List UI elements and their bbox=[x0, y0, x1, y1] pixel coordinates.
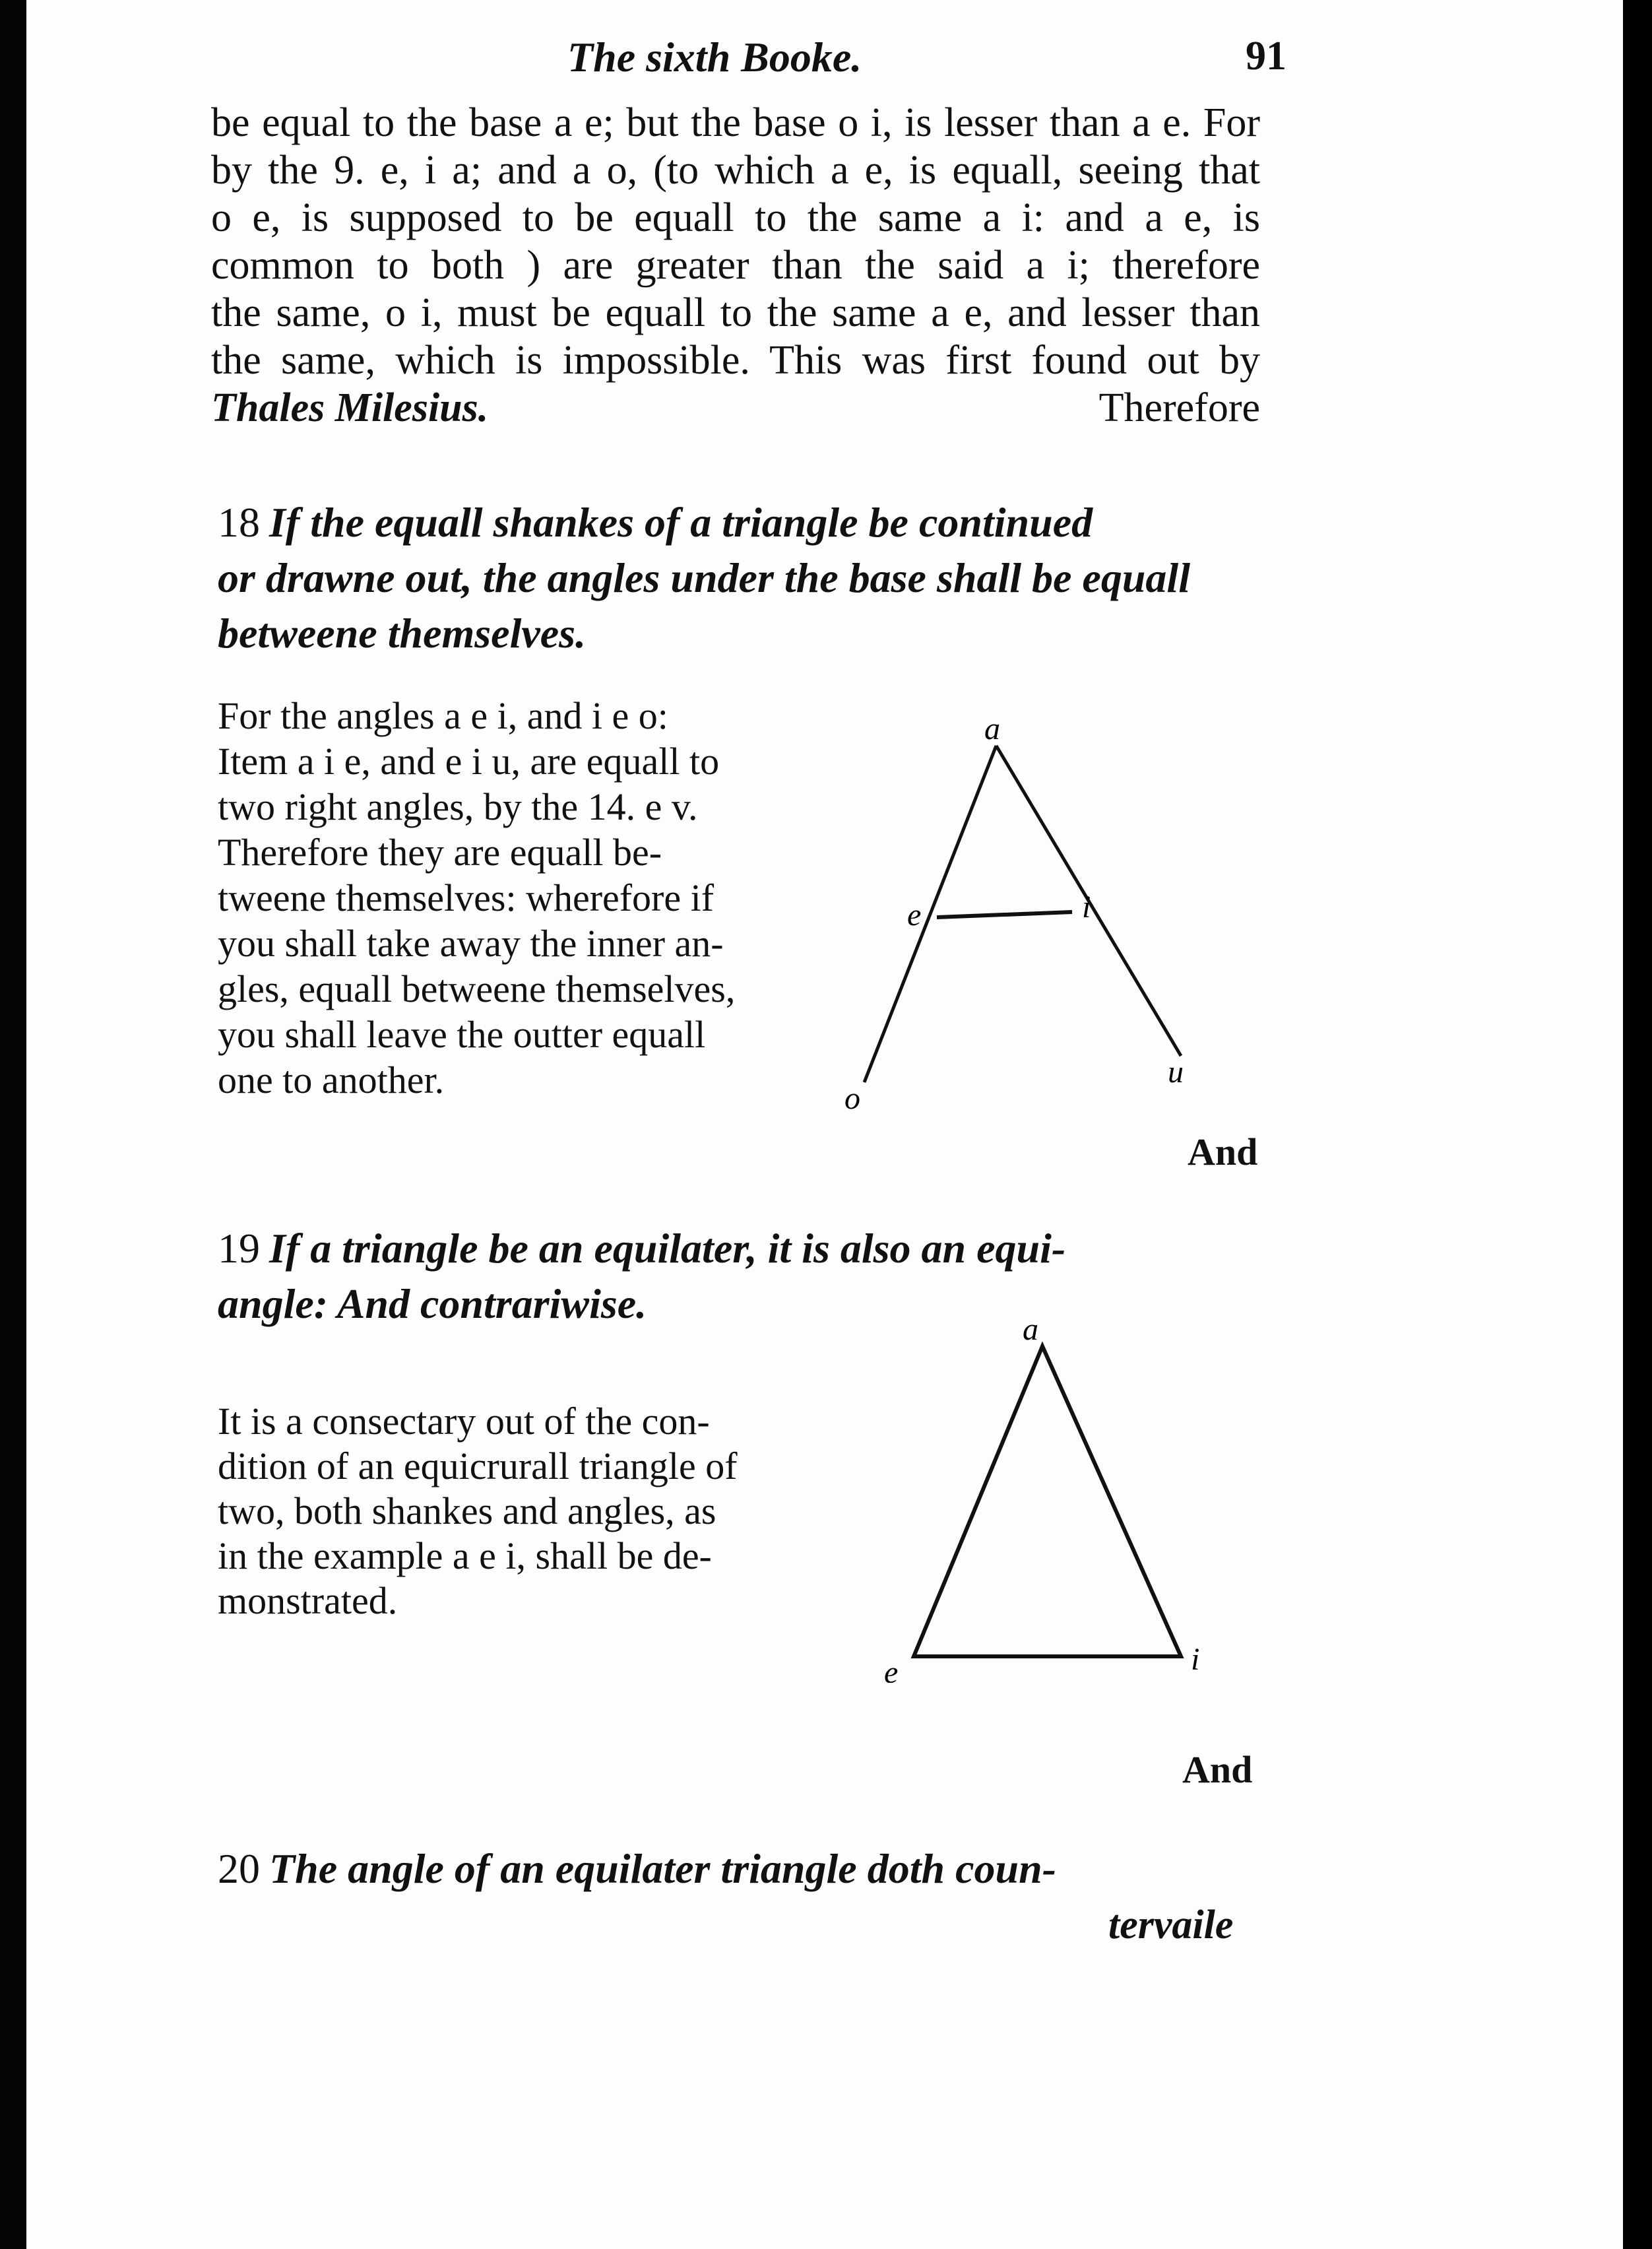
catchword: tervaile bbox=[1108, 1903, 1234, 1947]
figure-extended-triangle bbox=[838, 719, 1260, 1128]
text-line: For the angles a e i, and i e o: bbox=[218, 694, 668, 737]
proposition-number: 20 bbox=[218, 1845, 260, 1892]
point-label-a: a bbox=[1023, 1313, 1038, 1347]
proposition-number: 19 bbox=[218, 1225, 260, 1272]
proposition-number: 18 bbox=[218, 499, 260, 546]
point-label-i: i bbox=[1191, 1642, 1200, 1677]
point-label-a: a bbox=[984, 719, 1000, 746]
text-line: two, both shankes and angles, as bbox=[218, 1489, 716, 1532]
text-line: Item a i e, and e i u, are equall to bbox=[218, 740, 720, 783]
proposition-20-statement bbox=[218, 1841, 1260, 1897]
text-line: in the example a e i, shall be de- bbox=[218, 1534, 712, 1577]
point-label-u: u bbox=[1168, 1055, 1184, 1090]
text-line: the same, which is impossible. This was first found out by bbox=[211, 338, 1260, 383]
text-line: It is a consectary out of the con- bbox=[218, 1400, 710, 1443]
point-label-e: e bbox=[907, 897, 922, 932]
running-title: The sixth Booke. bbox=[567, 34, 862, 81]
text-line: Therefore they are equall be- bbox=[218, 831, 662, 874]
point-label-o: o bbox=[844, 1081, 860, 1116]
statement-line: or drawne out, the angles under the base shall be equall bbox=[218, 554, 1190, 601]
book-spine-shadow bbox=[0, 0, 26, 2249]
text-line: common to both ) are greater than the said a i; therefore bbox=[211, 243, 1260, 288]
text-line: the same, o i, must be equall to the same a e, and lesser than bbox=[211, 290, 1260, 335]
text-line: you shall leave the outter equall bbox=[218, 1013, 706, 1056]
paragraph-continuation bbox=[211, 99, 1260, 432]
catchword: And bbox=[1188, 1130, 1258, 1173]
page-edge-shadow bbox=[1623, 0, 1652, 2249]
text-line: monstrated. bbox=[218, 1579, 398, 1622]
page-number: 91 bbox=[1246, 34, 1287, 79]
statement-line: The angle of an equilater triangle doth coun- bbox=[269, 1845, 1056, 1892]
proposition-18-statement bbox=[218, 495, 1260, 661]
proposition-19-demonstration bbox=[218, 1399, 851, 1623]
point-label-i: i bbox=[1082, 890, 1091, 925]
text-line: be equal to the base a e; but the base o i, is lesser than a e. For bbox=[211, 100, 1260, 145]
text-line: gles, equall betweene themselves, bbox=[218, 967, 736, 1010]
running-header bbox=[567, 33, 1287, 92]
text-line: one to another. bbox=[218, 1059, 445, 1101]
text-line: dition of an equicrurall triangle of bbox=[218, 1445, 738, 1487]
point-label-e: e bbox=[884, 1655, 899, 1683]
statement-line: If a triangle be an equilater, it is also an equi- bbox=[269, 1225, 1066, 1272]
text-line: you shall take away the inner an- bbox=[218, 922, 724, 965]
text-line-final bbox=[211, 384, 1260, 432]
author-name: Thales Milesius. bbox=[211, 385, 489, 430]
catchword: Therefore bbox=[1098, 385, 1260, 430]
text-line: o e, is supposed to be equall to the same a i: and a e, is bbox=[211, 195, 1260, 240]
book-page bbox=[26, 0, 1623, 2249]
base-e-i bbox=[937, 912, 1072, 917]
text-line: tweene themselves: wherefore if bbox=[218, 876, 715, 919]
text-line: two right angles, by the 14. e v. bbox=[218, 785, 698, 828]
text-line: by the 9. e, i a; and a o, (to which a e, is equall, seeing that bbox=[211, 148, 1260, 193]
proposition-18-demonstration bbox=[218, 693, 825, 1103]
catchword: And bbox=[1182, 1748, 1253, 1791]
statement-line: If the equall shankes of a triangle be continued bbox=[269, 499, 1093, 546]
triangle-a-e-i bbox=[914, 1346, 1181, 1656]
statement-line: betweene themselves. bbox=[218, 610, 587, 657]
figure-equilateral-triangle bbox=[851, 1313, 1273, 1683]
statement-line: angle: And contrariwise. bbox=[218, 1280, 647, 1327]
